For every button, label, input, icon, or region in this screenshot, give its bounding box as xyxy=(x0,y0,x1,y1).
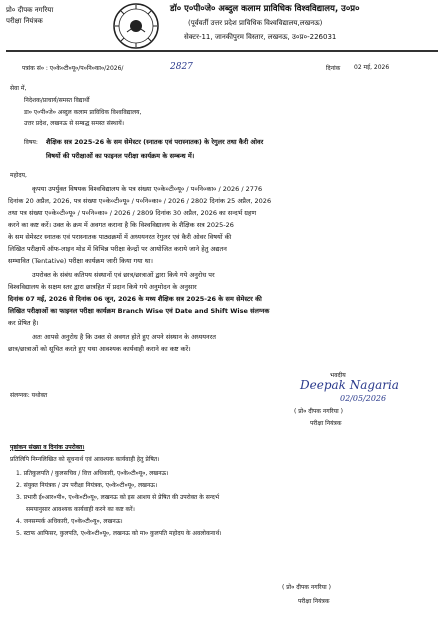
paragraph-2 xyxy=(8,269,436,329)
paragraph-1 xyxy=(8,183,436,267)
signature-date: 02/05/2026 xyxy=(340,394,387,403)
recipient-line-1: निदेशक/प्राचार्य/समस्त विद्यार्थी xyxy=(24,97,90,104)
letter-reference-number: 2827 xyxy=(170,62,193,72)
paragraph-2-line: उपरोक्त के संबंध कतिपय संस्थानों एवं छात्र/छात्राओं द्वारा किये गये अनुरोध पर xyxy=(32,271,215,279)
signature: Deepak Nagaria xyxy=(300,378,399,392)
endorsement-item: 3. प्रभारी ई०आर०पी०, ए०के०टी०यू०, लखनऊ को इस आशय से प्रेषित की उपरोक्त के सन्दर्भ xyxy=(16,494,220,501)
recipient-line-3: उत्तर प्रदेश, लखनऊ से सम्बद्ध समस्त संस्थायें। xyxy=(24,120,125,127)
endorsement-item: 4. जनसम्पर्क अधिकारी, ए०के०टी०यू०, लखनऊ। xyxy=(16,518,123,525)
header-rule xyxy=(6,50,438,52)
university-logo-icon xyxy=(112,2,160,50)
paragraph-1-line: कृपया उपर्युक्त विषयक विश्वविद्यालय के पत्र संख्या ए०के०टी०यू० / प०नि०का० / 2026 / 2776 xyxy=(32,185,263,193)
paragraph-2-line: विश्वविद्यालय के सक्षम स्तर द्वारा छात्रहित में प्रदान किये गये अनुमोदन के अनुसार xyxy=(8,283,197,291)
endorsement-intro: प्रतिलिपि निम्नलिखित को सूचनार्थ एवं आवश्यक कार्यवाही हेतु प्रेषित। xyxy=(10,456,160,463)
subject-line-1: शैक्षिक सत्र 2025-26 के सम सेमेस्टर (स्नातक एवं परास्नातक) के रेगुलर तथा कैरी ओवर xyxy=(46,138,264,146)
endorsement-item: 2. संयुक्त नियंत्रक / उप परीक्षा नियंत्रक, ए०के०टी०यू०, लखनऊ। xyxy=(16,482,158,489)
letter-date-value: 02 मई, 2026 xyxy=(354,64,390,71)
endorsement-item: 5. स्टाफ आफिसर, कुलपति, ए०के०टी०यू०, लखनऊ को मा० कुलपति महोदय के अवलोकनार्थ। xyxy=(16,530,222,537)
header-university-address: सेक्टर-11, जानकीपुरम विस्तार, लखनऊ, उ०प्र०-226031 xyxy=(184,33,337,41)
paragraph-2-line: कर प्रेषित है। xyxy=(8,319,39,327)
paragraph-1-line: तथा पत्र संख्या ए०के०टी०यू० / प०नि०का० / 2026 / 2809 दिनांक 30 अप्रैल, 2026 का सन्दर्भ ग्रहण xyxy=(8,209,257,217)
paragraph-1-line: सम्भावित (Tentative) परीक्षा कार्यक्रम जारी किया गया था। xyxy=(8,257,153,265)
endorsement-title: पृष्ठांकन संख्या व दिनांक उपरोक्त। xyxy=(10,444,85,451)
subject-line-2: विषयों की परीक्षाओं का फाइनल परीक्षा कार्यक्रम के सम्बन्ध में। xyxy=(46,152,195,160)
endorsement-name: ( प्रो० दीपक नगरिया ) xyxy=(282,584,331,591)
paragraph-3-line: छात्र/छात्राओं को सूचित करते हुए यथा आवश्यक कार्यवाही कराने का कष्ट करें। xyxy=(8,345,191,353)
paragraph-1-line: के सम सेमेस्टर स्नातक एवं परास्नातक पाठ्यक्रमों में अध्ययनरत रेगुलर एवं कैरी ओवर विषयों की xyxy=(8,233,232,241)
recipient-line-2: डा० ए०पी०जे० अब्दुल कलाम प्राविधिक विश्वविद्यालय, xyxy=(24,109,142,116)
salutation: महोदय, xyxy=(10,172,27,179)
endorsement-item-continued: समयानुसार आवश्यक कार्यवाही करने का कष्ट करें। xyxy=(26,506,135,513)
paragraph-3 xyxy=(8,331,436,355)
endorsement-list xyxy=(16,468,222,540)
letter-date-label: दिनांक xyxy=(326,65,341,72)
endorsement-item: 1. प्रतिकुलपति / कुलसचिव / वित्त अधिकारी, ए०के०टी०यू०, लखनऊ। xyxy=(16,470,169,477)
closing-bhavdiya: भवदीय xyxy=(330,372,346,379)
paragraph-1-line: दिनांक 20 अप्रैल, 2026, पत्र संख्या ए०के०टी०यू० / प०नि०का० / 2026 / 2802 दिनांक 25 अप्रैल, 2026 xyxy=(8,197,272,205)
paragraph-2-line-bold: लिखित परीक्षाओं का फाइनल परीक्षा कार्यक्रम Branch Wise एवं Date and Shift Wise संलग्नक xyxy=(8,307,270,315)
header-university-name: डॉ० ए०पी०जे० अब्दुल कलाम प्राविधिक विश्वविद्यालय, उ०प्र० xyxy=(170,4,360,14)
paragraph-1-line: लिखित परीक्षायें ऑफ-लाइन मोड में विभिन्न परीक्षा केन्द्रों पर आयोजित कराये जाने हेतु अद्यतन xyxy=(8,245,227,253)
paragraph-1-line: करने का कष्ट करें। उक्त के क्रम में अवगत कराना है कि विश्वविद्यालय के शैक्षिक सत्र 2025-26 xyxy=(8,221,234,229)
letter-reference-label: पत्रांक सं० : ए०के०टी०यू०/प०नि०का०/2026/ xyxy=(22,65,124,72)
header-university-former-name: (पूर्ववर्ती उत्तर प्रदेश प्राविधिक विश्वविद्यालय,लखनऊ) xyxy=(188,19,323,27)
header-sender-name: प्रो० दीपक नगरिया xyxy=(6,6,54,14)
closing-designation: परीक्षा नियंत्रक xyxy=(310,420,342,427)
paragraph-2-line-bold: दिनांक 07 मई, 2026 से दिनांक 06 जून, 2026 के मध्य शैक्षिक सत्र 2025-26 के सम सेमेस्टर की xyxy=(8,295,262,303)
closing-name: ( प्रो० दीपक नगरिया ) xyxy=(294,408,343,415)
paragraph-3-line: अतः आपसे अनुरोध है कि उक्त से अवगत होते हुए अपने संस्थान के अध्ययनरत xyxy=(32,333,217,341)
subject-label: विषय: xyxy=(24,139,38,146)
salutation-to: सेवा में, xyxy=(10,85,27,92)
endorsement-designation: परीक्षा नियंत्रक xyxy=(298,598,330,605)
header-sender-designation: परीक्षा नियंत्रक xyxy=(6,17,43,25)
enclosure-note: संलग्नक: यथोक्त xyxy=(10,392,48,399)
